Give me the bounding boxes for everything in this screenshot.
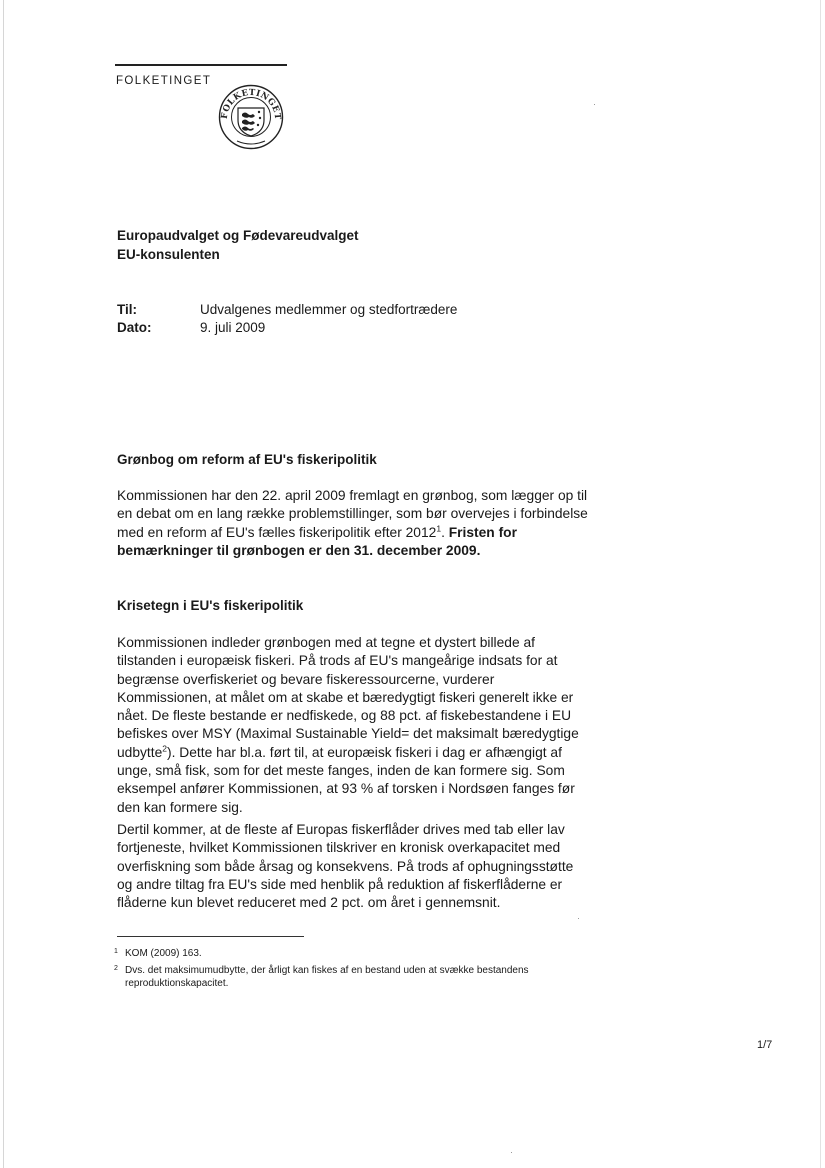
to-label: Til: [117,302,137,317]
memo-header [117,301,457,337]
footnote-text: KOM (2009) 163. [125,948,202,959]
scan-speck [511,1152,512,1153]
section-heading-crisis: Krisetegn i EU's fiskeripolitik [117,598,304,613]
intro-text: Kommissionen har den 22. april 2009 fremlagt en grønbog, som lægger op til en debat om en lang række problemstillinger, som bør overvejes i forbindelse med en reform af EU's fælles fiskeripolitik efter 2012 [117,488,588,540]
deadline-text: Fristen for bemærkninger til grønbogen er den 31. december 2009. [117,524,517,558]
organization-name: FOLKETINGET [116,75,212,87]
scan-right-edge [820,0,821,1168]
seal-text: FOLKETINGET [219,87,283,121]
to-value: Udvalgenes medlemmer og stedfortrædere [200,302,458,317]
date-value: 9. juli 2009 [200,320,266,335]
footnotes [114,947,574,994]
footnote-separator [117,936,304,937]
footnote-mark: 2 [114,964,118,972]
committee-sender: EU-konsulenten [117,247,220,262]
scan-speck [594,104,595,105]
memo-date-row [117,319,457,337]
date-label: Dato: [117,320,152,335]
page-number: 1/7 [757,1039,773,1051]
crisis-text-part2: ). Dette har bl.a. ført til, at europæisk fiskeri i dag er afhængigt af unge, små fisk, som for det meste fanges, inden de kan formere sig. Som eksempel anfører Kommissionen, at 93 % af torsken i Nordsøen fanges før den kan formere sig. [117,744,575,815]
memo-to-row [117,301,457,319]
committee-name: Europaudvalget og Fødevareudvalget [117,228,359,243]
footnote-text: Dvs. det maksimumudbytte, der årligt kan fiskes af en bestand uden at svække bestandens reproduktionskapacitet. [125,964,529,989]
footnote [114,964,574,991]
scan-speck [578,918,579,919]
footnote-mark: 1 [114,948,118,955]
footnote-ref: 2 [162,743,167,754]
committee-block [117,226,359,264]
fleet-paragraph: Dertil kommer, at de fleste af Europas fiskerflåder drives med tab eller lav fortjeneste, hvilket Kommissionen tilskriver en kronisk overkapacitet med overfiskning som både årsag og konsekvens. På trods af ophugningsstøtte og andre tiltag fra EU's side med henblik på reduktion af fiskerflåderne er flåderne kun blevet reduceret med 2 pct. om året i gennemsnit. [117,822,574,911]
folketinget-seal-logo [217,83,285,151]
crisis-paragraph [117,634,592,817]
section-heading-green-paper: Grønbog om reform af EU's fiskeripolitik [117,452,377,467]
header-rule [115,64,287,66]
footnote-ref: 1 [436,523,442,533]
scan-left-edge [3,0,4,1168]
footnote [114,947,574,961]
crisis-text-part1: Kommissionen indleder grønbogen med at tegne et dystert billede af tilstanden i europæisk fiskeri. På trods af EU's mangeårige indsats for at begrænse overfiskeriet og bevare fiskeressourcerne, vurderer Kommissionen, at målet om at skabe et bæredygtigt fiskeri generelt ikke er nået. De fleste bestande er nedfiskede, og 88 pct. af fiskebestandene i EU befiskes over MSY (Maximal Sustainable Yield= det maksimalt bæredygtige udbytte [117,635,579,760]
intro-paragraph: Kommissionen har den 22. april 2009 fremlagt en grønbog, som lægger op til en debat om en lang række problemstillinger, som bør overvejes i forbindelse med en reform af EU's fælles fiskeripolitik efter 2012$^1$. Fristen for bemærkninger til grønbogen er den 31. december 2009. [117,488,588,558]
